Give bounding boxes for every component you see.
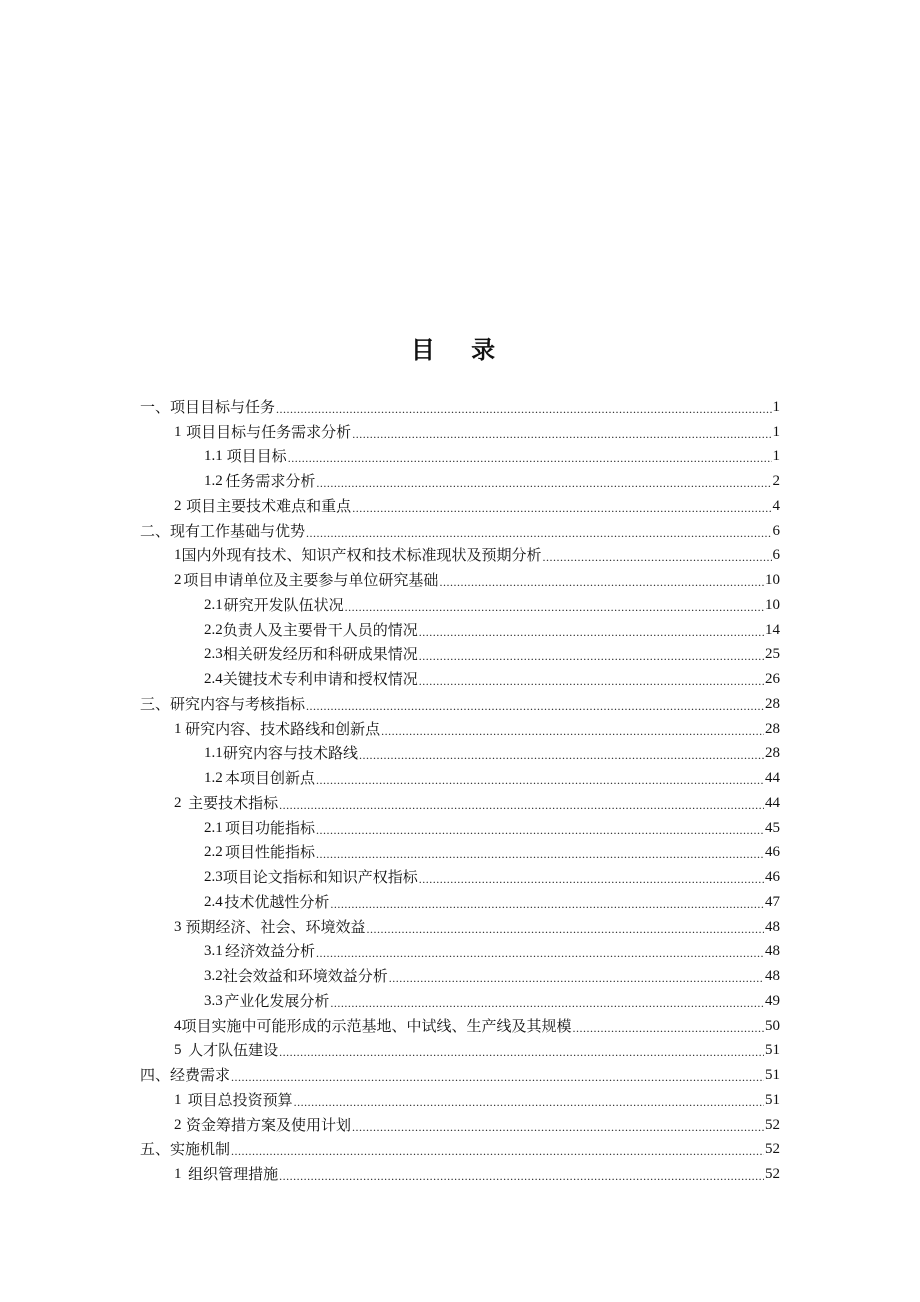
toc-entry[interactable] [140, 639, 780, 664]
toc-dot-leader [279, 1169, 764, 1183]
toc-dot-leader [316, 847, 764, 861]
toc-entry-page-number: 14 [765, 621, 780, 638]
toc-entry-title: 社会效益和环境效益分析 [222, 967, 388, 985]
toc-entry-title: 相关研发经历和科研成果情况 [222, 645, 418, 664]
toc-entry-number: 5 [174, 1042, 182, 1059]
toc-entry-page-number: 48 [765, 943, 780, 960]
toc-dot-leader [419, 649, 764, 663]
toc-entry-number: 4 [174, 1017, 182, 1034]
toc-entry-number: 2.3 [204, 646, 223, 663]
toc-entry-title: 产业化发展分析 [224, 991, 330, 1010]
toc-entry[interactable] [140, 762, 780, 787]
toc-entry-title: 项目目标与任务需求分析 [186, 422, 352, 441]
toc-entry[interactable] [140, 490, 780, 515]
toc-entry-title: 资金筹措方案及使用计划 [185, 1115, 351, 1134]
toc-entry-number: 1 [174, 1091, 182, 1108]
toc-entry-page-number: 50 [765, 1017, 780, 1034]
toc-entry-page-number: 28 [765, 720, 780, 737]
toc-entry[interactable] [140, 837, 780, 862]
toc-entry-page-number: 51 [765, 1091, 780, 1108]
toc-entry[interactable] [140, 1035, 780, 1060]
toc-dot-leader [316, 946, 764, 960]
toc-entry-title: 项目论文指标和知识产权指标 [222, 868, 418, 886]
toc-dot-leader [306, 526, 771, 540]
toc-entry-page-number: 25 [765, 646, 780, 663]
toc-dot-leader [306, 699, 764, 713]
toc-entry[interactable] [140, 936, 780, 961]
toc-dot-leader [330, 897, 764, 911]
toc-entry-page-number: 45 [765, 819, 780, 836]
toc-dot-leader [573, 1021, 764, 1035]
toc-entry-title: 主要技术指标 [188, 793, 279, 812]
toc-dot-leader [316, 773, 764, 787]
toc-entry-number: 1 [174, 423, 182, 440]
toc-dot-leader [359, 748, 764, 762]
toc-entry-number: 1 [174, 720, 182, 737]
toc-entry[interactable] [140, 812, 780, 837]
toc-entry-title: 四、经费需求 [140, 1066, 231, 1084]
toc-entry-number: 2 [174, 794, 182, 811]
toc-entry[interactable] [140, 614, 780, 639]
toc-entry-number: 3 [174, 918, 182, 935]
toc-entry[interactable] [140, 1134, 780, 1159]
toc-entry-page-number: 48 [765, 968, 780, 984]
toc-dot-leader [316, 476, 771, 490]
toc-entry-number: 1 [174, 1166, 182, 1182]
toc-dot-leader [294, 1095, 764, 1109]
toc-entry-page-number: 10 [765, 596, 780, 613]
toc-dot-leader [279, 1045, 764, 1059]
toc-entry-number: 2 [174, 1116, 182, 1133]
toc-entry-page-number: 51 [765, 1042, 780, 1059]
toc-dot-leader [352, 501, 771, 515]
toc-entry-page-number: 28 [765, 695, 780, 712]
toc-entry-title: 经济效益分析 [225, 942, 316, 961]
table-of-contents [140, 391, 780, 1183]
toc-dot-leader [330, 996, 764, 1010]
toc-entry-page-number: 1 [772, 398, 780, 415]
toc-entry[interactable] [140, 688, 780, 713]
toc-entry-number: 1.2 [204, 770, 223, 786]
toc-dot-leader [367, 922, 764, 936]
toc-entry-page-number: 51 [765, 1067, 780, 1083]
toc-entry-title: 项目总投资预算 [187, 1090, 293, 1109]
toc-entry-title: 研究开发队伍状况 [223, 595, 344, 614]
toc-dot-leader [316, 823, 764, 837]
toc-entry[interactable] [140, 515, 780, 540]
toc-entry-title: 三、研究内容与考核指标 [140, 694, 306, 713]
toc-entry[interactable] [140, 564, 780, 589]
toc-dot-leader [231, 1144, 764, 1158]
toc-entry-page-number: 10 [765, 572, 780, 588]
toc-entry[interactable] [140, 416, 780, 441]
toc-entry-title: 项目目标 [226, 447, 287, 466]
toc-entry-page-number: 49 [765, 992, 780, 1009]
toc-entry-title: 项目主要技术难点和重点 [186, 496, 352, 515]
toc-entry-title: 人才队伍建设 [188, 1041, 279, 1060]
toc-dot-leader [381, 724, 764, 738]
toc-entry-page-number: 4 [772, 497, 780, 514]
toc-entry-title: 研究内容与技术路线 [222, 744, 358, 763]
toc-entry-title: 研究内容、技术路线和创新点 [185, 719, 381, 738]
toc-entry[interactable] [140, 886, 780, 911]
toc-entry-number: 2.1 [204, 596, 223, 613]
toc-entry[interactable] [140, 589, 780, 614]
toc-entry-number: 2 [174, 572, 182, 588]
toc-dot-leader [231, 1070, 764, 1084]
toc-entry-title: 预期经济、社会、环境效益 [185, 917, 366, 936]
toc-entry[interactable] [140, 441, 780, 466]
toc-entry-number: 3.2 [204, 968, 223, 984]
toc-entry-page-number: 6 [772, 547, 780, 564]
toc-entry-page-number: 44 [765, 770, 780, 786]
toc-dot-leader [543, 550, 772, 564]
toc-entry[interactable] [140, 911, 780, 936]
toc-entry[interactable] [140, 1158, 780, 1183]
toc-dot-leader [279, 798, 764, 812]
toc-entry[interactable] [140, 391, 780, 416]
toc-dot-leader [419, 625, 764, 639]
toc-entry-title: 任务需求分析 [225, 472, 316, 490]
toc-entry-title: 一、项目目标与任务 [140, 397, 276, 416]
toc-dot-leader [288, 451, 772, 465]
toc-entry[interactable] [140, 540, 780, 565]
toc-dot-leader [389, 971, 764, 985]
page-title: 目 录 [410, 336, 510, 364]
toc-entry-number: 1.1 [204, 448, 223, 465]
toc-entry-page-number: 46 [765, 869, 780, 885]
toc-entry-page-number: 52 [765, 1166, 780, 1182]
toc-entry-title: 二、现有工作基础与优势 [140, 521, 306, 540]
toc-entry-page-number: 48 [765, 918, 780, 935]
toc-dot-leader [419, 674, 764, 688]
toc-entry-page-number: 6 [772, 522, 780, 539]
toc-entry-page-number: 44 [765, 794, 780, 811]
toc-dot-leader [352, 1120, 764, 1134]
toc-entry-number: 2.4 [204, 893, 223, 910]
toc-dot-leader [439, 575, 764, 589]
toc-entry[interactable] [140, 1010, 780, 1035]
toc-entry-number: 3.3 [204, 992, 223, 1009]
toc-entry-page-number: 26 [765, 671, 780, 687]
toc-entry[interactable] [140, 787, 780, 812]
toc-entry-title: 本项目创新点 [225, 769, 316, 787]
toc-entry-page-number: 1 [772, 423, 780, 440]
toc-entry[interactable] [140, 1084, 780, 1109]
toc-entry-number: 2.1 [204, 819, 223, 836]
toc-entry-title: 项目申请单位及主要参与单位研究基础 [183, 571, 439, 589]
toc-entry-number: 2.3 [204, 869, 223, 885]
toc-entry-page-number: 28 [765, 745, 780, 762]
toc-entry[interactable] [140, 1109, 780, 1134]
toc-entry-page-number: 52 [765, 1141, 780, 1158]
toc-entry-title: 项目实施中可能形成的示范基地、中试线、生产线及其规模 [181, 1016, 572, 1035]
toc-entry[interactable] [140, 1059, 780, 1084]
toc-entry-title: 五、实施机制 [140, 1140, 231, 1159]
toc-entry[interactable] [140, 663, 780, 688]
toc-dot-leader [419, 872, 764, 886]
toc-entry-page-number: 46 [765, 844, 780, 861]
toc-entry[interactable] [140, 713, 780, 738]
toc-entry-title: 技术优越性分析 [224, 892, 330, 911]
toc-entry-title: 项目性能指标 [225, 843, 316, 862]
toc-entry[interactable] [140, 960, 780, 985]
toc-entry-page-number: 2 [772, 473, 780, 489]
toc-entry-number: 1.1 [204, 745, 223, 762]
toc-entry-page-number: 52 [765, 1116, 780, 1133]
toc-entry-page-number: 1 [772, 448, 780, 465]
toc-entry-title: 关键技术专利申请和授权情况 [222, 670, 418, 688]
toc-entry-number: 1 [174, 547, 182, 564]
toc-entry-page-number: 47 [765, 893, 780, 910]
toc-dot-leader [345, 600, 764, 614]
toc-dot-leader [352, 427, 771, 441]
toc-entry-number: 2.2 [204, 621, 223, 638]
toc-entry-number: 2.4 [204, 671, 223, 687]
toc-entry-title: 项目功能指标 [225, 818, 316, 837]
toc-entry-number: 1.2 [204, 473, 223, 489]
toc-entry[interactable] [140, 985, 780, 1010]
toc-entry[interactable] [140, 465, 780, 490]
toc-entry[interactable] [140, 738, 780, 763]
toc-entry-number: 2 [174, 497, 182, 514]
toc-entry-title: 组织管理措施 [188, 1165, 279, 1183]
toc-entry-title: 国内外现有技术、知识产权和技术标准现状及预期分析 [181, 546, 542, 565]
toc-entry[interactable] [140, 861, 780, 886]
toc-entry-number: 3.1 [204, 943, 223, 960]
toc-entry-number: 2.2 [204, 844, 223, 861]
toc-dot-leader [276, 402, 771, 416]
toc-entry-title: 负责人及主要骨干人员的情况 [222, 620, 418, 639]
